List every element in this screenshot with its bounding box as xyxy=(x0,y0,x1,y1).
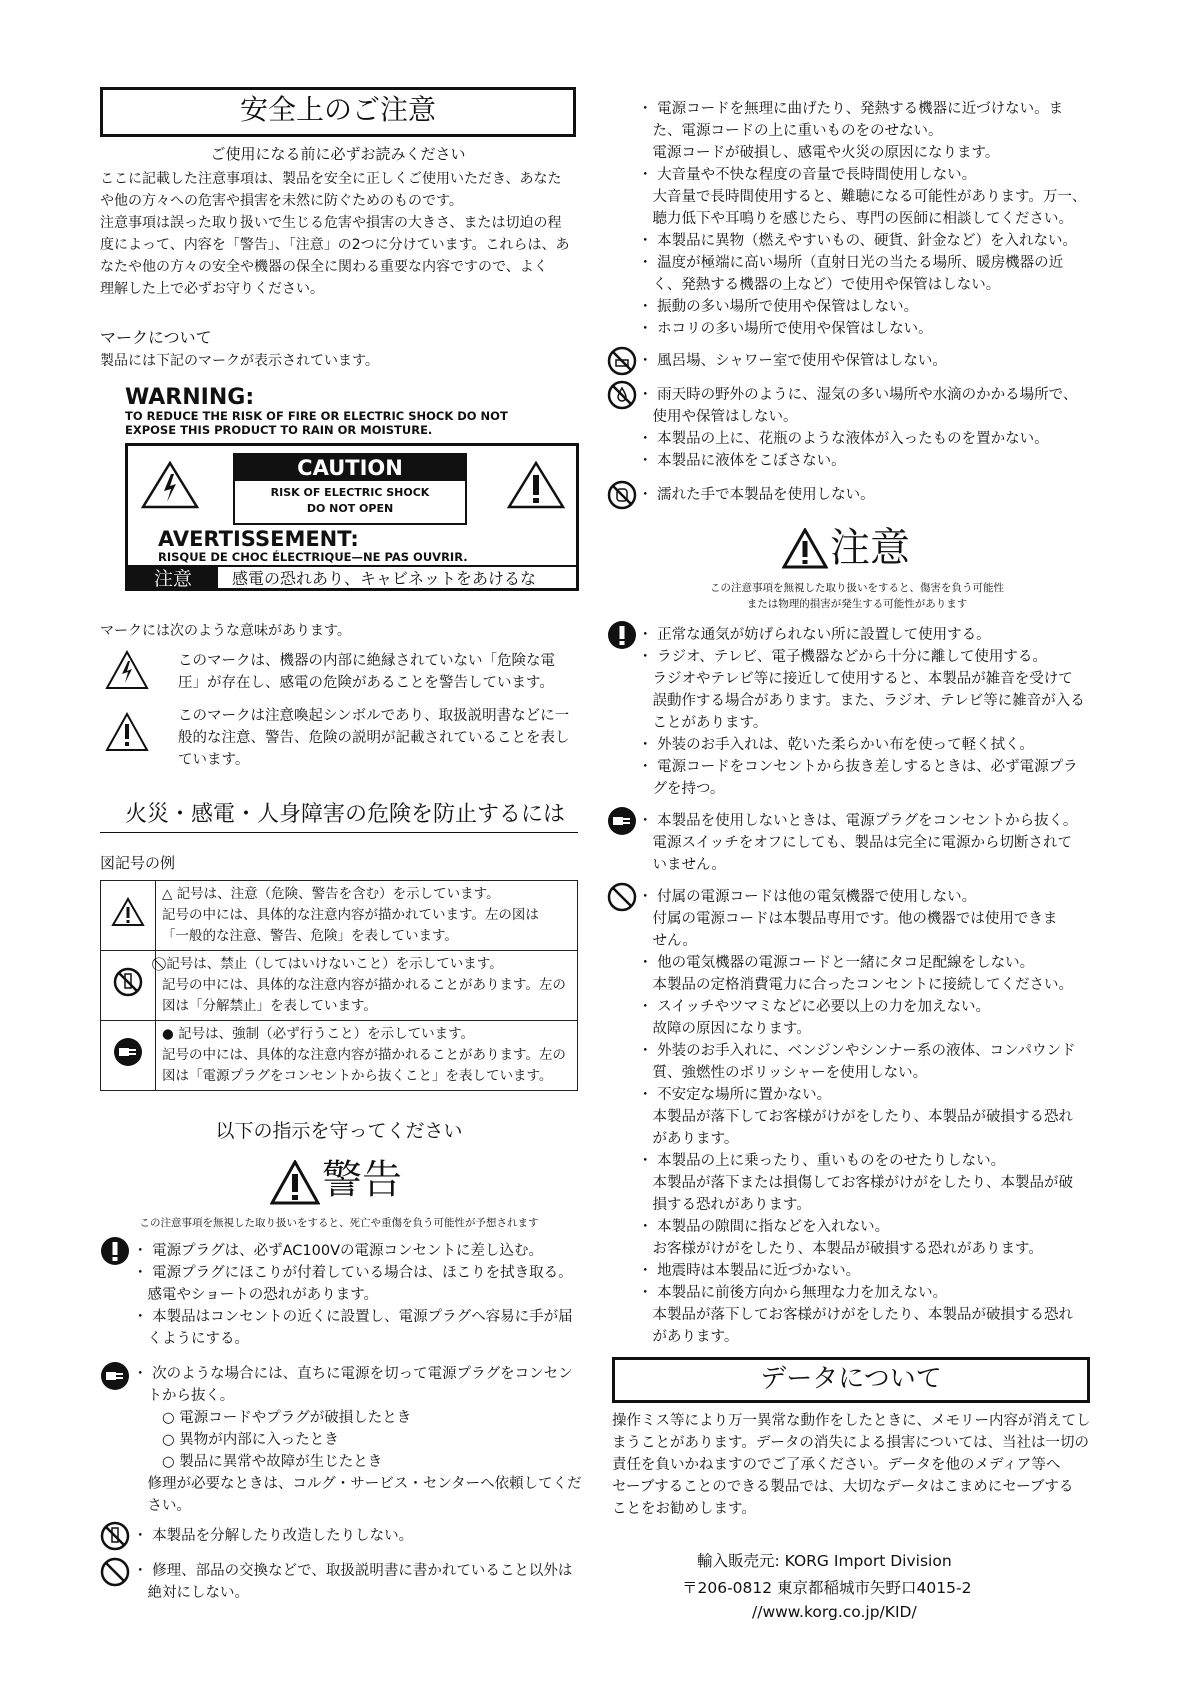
list-item: さい。 xyxy=(133,1498,191,1514)
list-item: ・ 電源コードを無理に曲げたり、発熱する機器に近づけない。ま xyxy=(638,101,1064,117)
keikoku-heading: 警告 xyxy=(322,1157,402,1203)
list-item: ・ 次のような場合には、直ちに電源を切って電源プラグをコンセン xyxy=(133,1366,573,1382)
list-item: ○ 電源コードやプラグが破損したとき xyxy=(133,1410,412,1426)
chui-heading: 注意 xyxy=(830,525,910,571)
list-item: ・ 正常な通気が妨げられない所に設置して使用する。 xyxy=(638,627,991,643)
no-wet-hands-icon xyxy=(607,480,637,510)
data-title: データについて xyxy=(612,1357,1090,1403)
list-item: た、電源コードの上に重いものをのせない。 xyxy=(638,123,943,139)
prohibited-icon xyxy=(100,1557,130,1587)
table-line: 図は「電源プラグをコンセントから抜くこと」を表しています。 xyxy=(162,1068,553,1084)
list-item: ・ 外装のお手入れは、乾いた柔らかい布を使って軽く拭く。 xyxy=(638,737,1034,753)
data-line: 責任を負いかねますのでご了承ください。データを他のメディア等へ xyxy=(612,1457,1061,1473)
example-heading: 図記号の例 xyxy=(100,854,176,872)
mark2-line: このマークは注意喚起シンボルであり、取扱説明書などに一 xyxy=(178,708,570,724)
list-item: 損する恐れがあります。 xyxy=(638,1197,811,1213)
no-moisture-icon xyxy=(607,380,637,410)
list-item: ・ 地震時は本製品に近づかない。 xyxy=(638,1263,861,1279)
list-item: ○ 製品に異常や故障が生じたとき xyxy=(133,1454,383,1470)
list-item: せん。 xyxy=(638,933,697,949)
caution-label-box xyxy=(125,443,579,591)
list-item: 本製品が落下してお客様がけがをしたり、本製品が破損する恐れ xyxy=(638,1307,1073,1323)
unplug-icon xyxy=(100,1361,130,1391)
list-item: ・ 振動の多い場所で使用や保管はしない。 xyxy=(638,299,919,315)
chui-label-text: 感電の恐れあり、キャビネットをあけるな xyxy=(232,569,537,588)
list-item: いません。 xyxy=(638,857,726,873)
list-item: ・ 本製品の隙間に指などを入れない。 xyxy=(638,1219,890,1235)
list-item: くようにする。 xyxy=(133,1331,249,1347)
list-item: ・ 修理、部品の交換などで、取扱説明書に書かれていること以外は xyxy=(133,1563,573,1579)
list-item: 本製品が落下してお客様がけがをしたり、本製品が破損する恐れ xyxy=(638,1109,1073,1125)
mark2-line: 般的な注意、警告、危険の説明が記載されていることを表し xyxy=(178,730,570,746)
exclamation-icon xyxy=(105,712,149,752)
list-item: ・ 付属の電源コードは他の電気機器で使用しない。 xyxy=(638,889,977,905)
list-item: ・ ラジオ、テレビ、電子機器などから十分に離して使用する。 xyxy=(638,649,1047,665)
list-item: ・ 本製品を分解したり改造したりしない。 xyxy=(133,1528,414,1544)
data-line: ことをお勧めします。 xyxy=(612,1501,756,1517)
unplug-icon xyxy=(607,806,637,836)
list-item: ・ 電源プラグにほこりが付着している場合は、ほこりを拭き取る。 xyxy=(133,1265,573,1281)
table-icon-cell xyxy=(101,881,156,951)
list-item: 本製品の定格消費電力に合ったコンセントに接続してください。 xyxy=(638,977,1073,993)
list-item: 故障の原因になります。 xyxy=(638,1021,811,1037)
no-disassembly-icon xyxy=(112,966,144,998)
warning-list-7 xyxy=(638,384,1077,472)
list-item: 誤動作する場合があります。また、ラジオ、テレビ等に雑音が入る xyxy=(638,693,1085,709)
list-item: グを持つ。 xyxy=(638,781,725,797)
table-line: 記号の中には、具体的な注意内容が描かれることがあります。左の xyxy=(162,977,566,993)
mark2-text xyxy=(178,705,570,771)
list-item: ・ 本製品に前後方向から無理な力を加えない。 xyxy=(638,1285,948,1301)
mark1-line: 圧」が存在し、感電の危険があることを警告しています。 xyxy=(178,675,554,691)
list-item: があります。 xyxy=(638,1329,739,1345)
table-icon-cell xyxy=(101,1021,156,1091)
list-item: 質、強燃性のポリッシャーを使用しない。 xyxy=(638,1065,928,1081)
list-item: ・ 本製品の上に、花瓶のような液体が入ったものを置かない。 xyxy=(638,431,1049,447)
intro-paragraph xyxy=(100,168,570,300)
intro-line: 注意事項は誤った取り扱いで生じる危害や損害の大きさ、または切迫の程 xyxy=(100,215,562,231)
list-item: ○ 異物が内部に入ったとき xyxy=(133,1432,339,1448)
warning-triangle-icon xyxy=(270,1160,320,1206)
website-url: //www.korg.co.jp/KID/ xyxy=(752,1603,917,1621)
list-item: 大音量で長時間使用すると、難聴になる可能性があります。万一、 xyxy=(638,189,1087,205)
list-item: ・ 温度が極端に高い場所（直射日光の当たる場所、暖房機器の近 xyxy=(638,255,1064,271)
no-bathroom-icon xyxy=(607,346,637,376)
list-item: ・ 他の電気機器の電源コードと一緒にタコ足配線をしない。 xyxy=(638,955,1035,971)
warning-list-2 xyxy=(133,1363,582,1517)
list-item: ・ 雨天時の野外のように、湿気の多い場所や水滴のかかる場所で、 xyxy=(638,387,1078,403)
table-line: ⃠ 記号は、禁止（してはいけないこと）を示しています。 xyxy=(162,956,503,972)
table-line: △ 記号は、注意（危険、警告を含む）を示しています。 xyxy=(162,886,500,902)
list-item: ・ 不安定な場所に置かない。 xyxy=(638,1087,832,1103)
list-item: ・ 本製品はコンセントの近くに設置し、電源プラグへ容易に手が届 xyxy=(133,1309,573,1325)
list-item: 電源スイッチをオフにしても、製品は完全に電源から切断されて xyxy=(638,835,1072,851)
table-text-cell xyxy=(156,1021,578,1091)
list-item: があります。 xyxy=(638,1131,739,1147)
table-line: ● 記号は、強制（必ず行うこと）を示しています。 xyxy=(162,1026,474,1042)
list-item: ・ 電源プラグは、必ずAC100Vの電源コンセントに差し込む。 xyxy=(133,1243,543,1259)
mark-meaning: マークには次のような意味があります。 xyxy=(100,623,351,639)
caution-triangle-icon xyxy=(782,528,828,570)
avertissement: AVERTISSEMENT: xyxy=(158,527,359,551)
list-item: お客様がけがをしたり、本製品が破損する恐れがあります。 xyxy=(638,1241,1043,1257)
table-text-cell xyxy=(156,951,578,1021)
warning-list-1 xyxy=(133,1240,573,1350)
list-item: ・ 本製品に異物（燃えやすいもの、硬貨、針金など）を入れない。 xyxy=(638,233,1078,249)
exclamation-warning-icon xyxy=(506,460,566,510)
list-item: ことがあります。 xyxy=(638,715,768,731)
safety-subtitle: ご使用になる前に必ずお読みください xyxy=(210,145,466,163)
importer: 輸入販売元: KORG Import Division xyxy=(697,1552,952,1570)
list-item: ・ 風呂場、シャワー室で使用や保管はしない。 xyxy=(638,353,947,369)
safety-title: 安全上のご注意 xyxy=(100,87,576,137)
symbol-example-table xyxy=(100,880,578,1091)
list-item: ・ ホコリの多い場所で使用や保管はしない。 xyxy=(638,321,933,337)
data-paragraph xyxy=(612,1410,1091,1520)
mark1-line: このマークは、機器の内部に絶縁されていない「危険な電 xyxy=(178,653,555,669)
list-item: 聴力低下や耳鳴りを感じたら、専門の医師に相談してください。 xyxy=(638,211,1073,227)
no-disassembly-icon xyxy=(100,1521,130,1551)
warning-list-6 xyxy=(638,350,947,372)
risque-text: RISQUE DE CHOC ÉLECTRIQUE—NE PAS OUVRIR. xyxy=(158,550,468,564)
list-item: 本製品が落下または損傷してお客様がけがをしたり、本製品が破 xyxy=(638,1175,1073,1191)
list-item: ・ スイッチやツマミなどに必要以上の力を加えない。 xyxy=(638,999,991,1015)
list-item: 使用や保管はしない。 xyxy=(638,409,798,425)
intro-line: ここに記載した注意事項は、製品を安全に正しくご使用いただき、あなた xyxy=(100,171,562,187)
list-item: 感電やショートの恐れがあります。 xyxy=(133,1287,379,1303)
risk-line2: DO NOT OPEN xyxy=(306,502,394,515)
chui-badge: 注意 xyxy=(128,567,218,591)
data-line: 操作ミス等により万一異常な動作をしたときに、メモリー内容が消えてし xyxy=(612,1413,1091,1429)
fire-heading-rule xyxy=(100,832,578,833)
warning-label-line1: TO REDUCE THE RISK OF FIRE OR ELECTRIC SHOCK DO NOT xyxy=(125,409,508,423)
warning-label-line2: EXPOSE THIS PRODUCT TO RAIN OR MOISTURE. xyxy=(125,423,433,437)
intro-line: なたや他の方々の安全や機器の保全に関わる重要な内容ですので、よく xyxy=(100,259,548,275)
data-line: まうことがあります。データの消失による損害については、当社は一切の xyxy=(612,1435,1090,1451)
caution-banner: CAUTION xyxy=(235,455,465,481)
mandatory-icon xyxy=(607,620,637,650)
table-text-cell xyxy=(156,881,578,951)
list-item: トから抜く。 xyxy=(133,1388,235,1404)
follow-instructions: 以下の指示を守ってください xyxy=(215,1120,463,1142)
warning-list-8 xyxy=(638,484,875,506)
intro-line: 度によって、内容を「警告」、「注意」の2つに分けています。これらは、あ xyxy=(100,237,570,253)
mark1-text xyxy=(178,650,555,694)
table-line: 「一般的な注意、警告、危険」を表しています。 xyxy=(162,928,458,944)
intro-line: や他の方々への危害や損害を未然に防ぐためのものです。 xyxy=(100,193,463,209)
list-item: く、発熱する機器の上など）で使用や保管はしない。 xyxy=(638,277,1001,293)
electric-shock-warning-icon xyxy=(140,460,200,510)
list-item: ・ 本製品に液体をこぼさない。 xyxy=(638,453,846,469)
mandatory-icon xyxy=(100,1236,130,1266)
list-item: ・ 大音量や不快な程度の音量で長時間使用しない。 xyxy=(638,167,977,183)
keikoku-note: この注意事項を無視した取り扱いをすると、死亡や重傷を負う可能性が予想されます xyxy=(139,1217,539,1229)
warning-list-5 xyxy=(638,98,1086,340)
caution-list-2 xyxy=(638,810,1077,876)
address: 〒206-0812 東京都稲城市矢野口4015-2 xyxy=(682,1579,972,1597)
list-item: 付属の電源コードは本製品専用です。他の機器では使用できま xyxy=(638,911,1058,927)
fire-heading: 火災・感電・人身障害の危険を防止するには xyxy=(125,802,566,827)
caution-inner-box xyxy=(233,453,467,525)
list-item: ・ 本製品を使用しないときは、電源プラグをコンセントから抜く。 xyxy=(638,813,1078,829)
caution-list-1 xyxy=(638,624,1085,800)
list-item: 電源コードが破損し、感電や火災の原因になります。 xyxy=(638,145,1000,161)
chui-note-1: この注意事項を無視した取り扱いをすると、傷害を負う可能性 xyxy=(710,582,1004,594)
intro-line: 理解した上で必ずお守りください。 xyxy=(100,281,324,297)
chui-note-2: または物理的損害が発生する可能性があります xyxy=(746,598,968,610)
table-icon-cell xyxy=(101,951,156,1021)
list-item: 絶対にしない。 xyxy=(133,1585,249,1601)
table-row xyxy=(101,1021,578,1091)
table-row xyxy=(101,951,578,1021)
list-item: ・ 本製品の上に乗ったり、重いものをのせたりしない。 xyxy=(638,1153,1006,1169)
warning-list-3 xyxy=(133,1525,413,1547)
table-line: 記号の中には、具体的な注意内容が描かれています。左の図は xyxy=(162,907,539,923)
data-line: セーブすることのできる製品では、大切なデータはこまめにセーブする xyxy=(612,1479,1074,1495)
list-item: ・ 濡れた手で本製品を使用しない。 xyxy=(638,487,875,503)
list-item: ・ 外装のお手入れに、ベンジンやシンナー系の液体、コンパウンド xyxy=(638,1043,1076,1059)
table-row xyxy=(101,881,578,951)
list-item: ・ 電源コードをコンセントから抜き差しするときは、必ず電源プラ xyxy=(638,759,1078,775)
mark-heading: マークについて xyxy=(100,328,212,347)
caution-list-3 xyxy=(638,886,1076,1348)
caution-triangle-icon xyxy=(111,897,145,927)
warning-label-title: WARNING: xyxy=(125,385,255,410)
mark-text: 製品には下記のマークが表示されています。 xyxy=(100,353,379,369)
list-item: 修理が必要なときは、コルグ・サービス・センターへ依頼してくだ xyxy=(133,1476,582,1492)
list-item: ラジオやテレビ等に接近して使用すると、本製品が雑音を受けて xyxy=(638,671,1073,687)
warning-list-4 xyxy=(133,1560,572,1604)
unplug-icon xyxy=(112,1036,144,1068)
mark2-line: ています。 xyxy=(178,752,250,768)
table-line: 図は「分解禁止」を表しています。 xyxy=(162,998,377,1014)
electric-shock-icon xyxy=(105,650,149,690)
table-line: 記号の中には、具体的な注意内容が描かれることがあります。左の xyxy=(162,1047,566,1063)
prohibited-icon xyxy=(607,882,637,912)
risk-line1: RISK OF ELECTRIC SHOCK xyxy=(270,486,430,499)
